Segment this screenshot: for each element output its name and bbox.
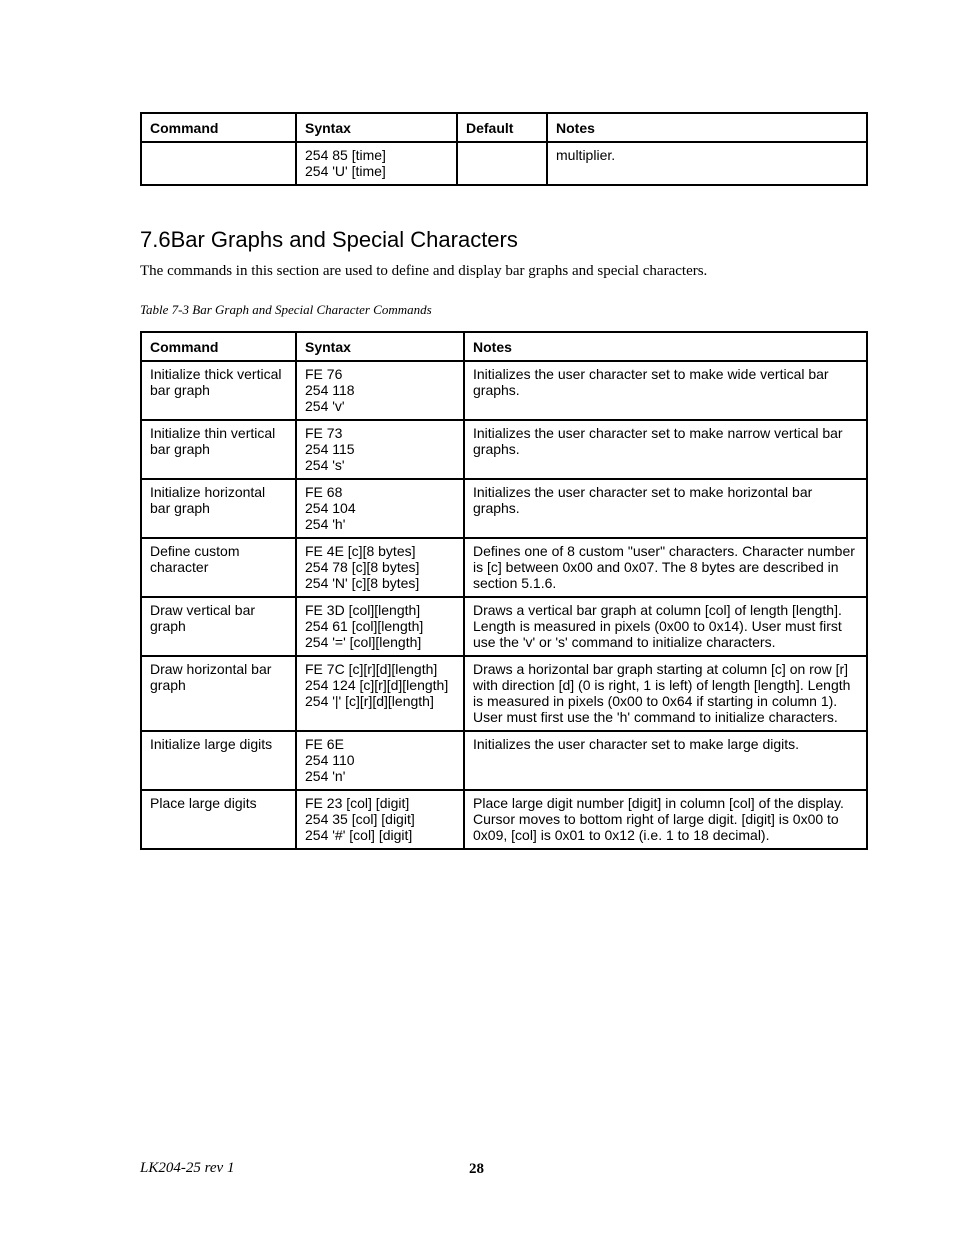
header-syntax: Syntax bbox=[296, 332, 464, 361]
cell-syntax bbox=[296, 420, 464, 479]
table-row bbox=[141, 538, 867, 597]
syntax-line: FE 68 bbox=[305, 484, 343, 500]
syntax-line: 254 78 [c][8 bytes] bbox=[305, 559, 420, 575]
syntax-line: FE 4E [c][8 bytes] bbox=[305, 543, 416, 559]
cell-notes: Initializes the user character set to make horizontal bar graphs. bbox=[464, 479, 867, 538]
table-row bbox=[141, 597, 867, 656]
syntax-line: 254 124 [c][r][d][length] bbox=[305, 677, 449, 693]
syntax-line: 254 'n' bbox=[305, 768, 346, 784]
cell-notes: Initializes the user character set to make large digits. bbox=[464, 731, 867, 790]
syntax-line: 254 'v' bbox=[305, 398, 345, 414]
cell-notes: Place large digit number [digit] in column [col] of the display. Cursor moves to bottom right of large digit. [digit] is 0x00 to 0x09, [col] is 0x01 to 0x12 (i.e. 1 to 18 decimal). bbox=[464, 790, 867, 849]
syntax-line: FE 73 bbox=[305, 425, 343, 441]
syntax-line: 254 110 bbox=[305, 752, 355, 768]
syntax-line: 254 85 [time] bbox=[305, 147, 386, 163]
table-row bbox=[141, 361, 867, 420]
cell-command: Initialize thick vertical bar graph bbox=[141, 361, 296, 420]
cell-notes: Defines one of 8 custom "user" characters. Character number is [c] between 0x00 and 0x07. The 8 bytes are described in section 5.1.6. bbox=[464, 538, 867, 597]
syntax-line: FE 7C [c][r][d][length] bbox=[305, 661, 438, 677]
table-header-row bbox=[141, 113, 867, 142]
cell-command: Initialize thin vertical bar graph bbox=[141, 420, 296, 479]
cell-command: Place large digits bbox=[141, 790, 296, 849]
cell-command: Define custom character bbox=[141, 538, 296, 597]
table-row bbox=[141, 731, 867, 790]
cell-syntax bbox=[296, 656, 464, 731]
table-row bbox=[141, 790, 867, 849]
table-row bbox=[141, 656, 867, 731]
bar-graph-commands-table bbox=[140, 331, 868, 850]
cell-syntax bbox=[296, 597, 464, 656]
syntax-line: 254 '=' [col][length] bbox=[305, 634, 422, 650]
cell-notes: Initializes the user character set to make wide vertical bar graphs. bbox=[464, 361, 867, 420]
syntax-line: 254 35 [col] [digit] bbox=[305, 811, 415, 827]
cell-syntax bbox=[296, 361, 464, 420]
syntax-line: 254 'N' [c][8 bytes] bbox=[305, 575, 420, 591]
continued-commands-table bbox=[140, 112, 868, 186]
table-header-row bbox=[141, 332, 867, 361]
syntax-line: FE 23 [col] [digit] bbox=[305, 795, 410, 811]
header-default: Default bbox=[457, 113, 547, 142]
cell-notes: Initializes the user character set to make narrow vertical bar graphs. bbox=[464, 420, 867, 479]
table-body bbox=[141, 361, 867, 849]
syntax-line: 254 61 [col][length] bbox=[305, 618, 424, 634]
section-intro: The commands in this section are used to define and display bar graphs and special characters. bbox=[140, 263, 708, 279]
syntax-line: 254 'h' bbox=[305, 516, 346, 532]
syntax-line: FE 6E bbox=[305, 736, 344, 752]
cell-command: Initialize large digits bbox=[141, 731, 296, 790]
cell-notes: Draws a horizontal bar graph starting at column [c] on row [r] with direction [d] (0 is right, 1 is left) of length [length]. Length is measured in pixels (0x00 to 0x64 if starting in column 1). User must first use the 'h' command to initialize characters. bbox=[464, 656, 867, 731]
header-command: Command bbox=[141, 332, 296, 361]
syntax-line: 254 '#' [col] [digit] bbox=[305, 827, 413, 843]
syntax-line: 254 118 bbox=[305, 382, 355, 398]
syntax-line: FE 3D [col][length] bbox=[305, 602, 421, 618]
syntax-line: 254 's' bbox=[305, 457, 345, 473]
cell-notes: Draws a vertical bar graph at column [col] of length [length]. Length is measured in pixels (0x00 to 0x14). User must first use the 'v' or 's' command to initialize characters. bbox=[464, 597, 867, 656]
cell-notes: multiplier. bbox=[547, 142, 867, 185]
syntax-line: 254 '|' [c][r][d][length] bbox=[305, 693, 434, 709]
syntax-line: FE 76 bbox=[305, 366, 343, 382]
table-row bbox=[141, 420, 867, 479]
cell-command: Initialize horizontal bar graph bbox=[141, 479, 296, 538]
syntax-line: 254 'U' [time] bbox=[305, 163, 386, 179]
table-caption: Table 7-3 Bar Graph and Special Character Commands bbox=[140, 302, 432, 317]
cell-default bbox=[457, 142, 547, 185]
cell-syntax bbox=[296, 142, 457, 185]
cell-syntax bbox=[296, 731, 464, 790]
cell-syntax bbox=[296, 790, 464, 849]
section-heading: 7.6Bar Graphs and Special Characters bbox=[140, 227, 518, 252]
header-command: Command bbox=[141, 113, 296, 142]
header-notes: Notes bbox=[464, 332, 867, 361]
cell-command: Draw vertical bar graph bbox=[141, 597, 296, 656]
header-syntax: Syntax bbox=[296, 113, 457, 142]
cell-command bbox=[141, 142, 296, 185]
cell-syntax bbox=[296, 479, 464, 538]
syntax-line: 254 115 bbox=[305, 441, 355, 457]
header-notes: Notes bbox=[547, 113, 867, 142]
cell-command: Draw horizontal bar graph bbox=[141, 656, 296, 731]
table-row bbox=[141, 479, 867, 538]
cell-syntax bbox=[296, 538, 464, 597]
table-row bbox=[141, 142, 867, 185]
document-id: LK204-25 rev 1 bbox=[140, 1160, 235, 1176]
syntax-line: 254 104 bbox=[305, 500, 356, 516]
page-number: 28 bbox=[469, 1161, 484, 1177]
